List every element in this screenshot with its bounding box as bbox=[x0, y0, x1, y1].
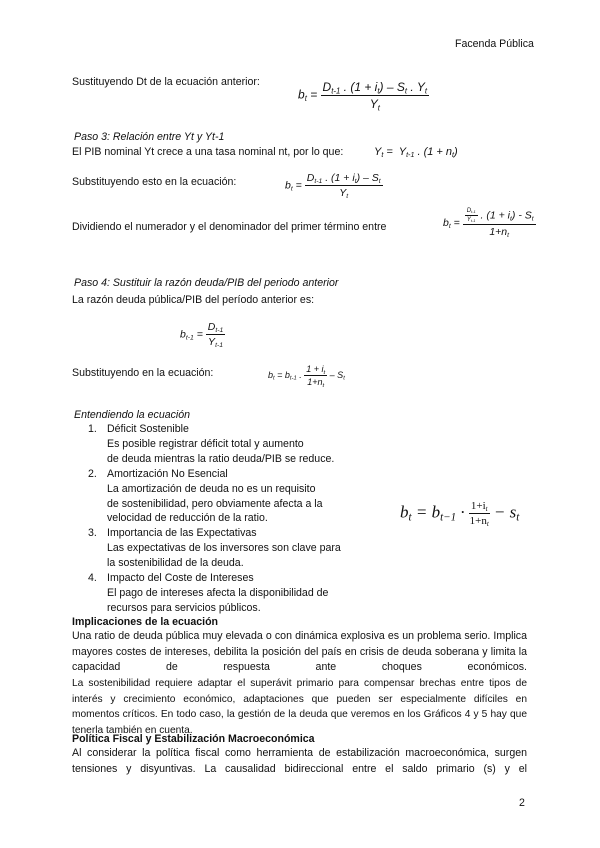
paso4-text: La razón deuda pública/PIB del período anterior es: bbox=[72, 294, 315, 306]
implicaciones-p2: La sostenibilidad requiere adaptar el superávit primario para compensar brechas entre tipos de interés y crecimiento económico, adaptaciones que pueden ser especialmente difíciles en momentos críticos. En todo caso, la gestión de la deuda que veremos en los Gráficos 4 y 5 hay que tenerla también en cuenta. bbox=[72, 678, 527, 736]
subst2-text: Substituyendo en la ecuación: bbox=[72, 367, 214, 379]
divide-text: Dividiendo el numerador y el denominador del primer término entre bbox=[72, 221, 387, 233]
page-header bbox=[455, 38, 534, 51]
intro-text: Sustituyendo Dt de la ecuación anterior: bbox=[72, 76, 260, 88]
equation-3: $b_t$ = $\frac{D_{t-1}}{Y_{t-1}}$ . $(1 + i_t) - S_t$ $1+n_t$ bbox=[443, 208, 534, 240]
equation-2: $b_t$ = $\frac{D_{t-1} . (1 + i_t) - S_t}{Y_t}$ bbox=[285, 172, 381, 201]
equation-4: $b_{t-1}$ = $\frac{D_{t-1}}{Y_{t-1}}$ bbox=[180, 321, 224, 350]
paso3-text: El PIB nominal Yt crece a una tasa nominal nt, por lo que: bbox=[72, 146, 344, 158]
list-item: 4. Impacto del Coste de Intereses El pago de intereses afecta la disponibilidad de recursos para servicios públicos. bbox=[88, 572, 329, 614]
paso4-heading: Paso 4: Sustituir la razón deuda/PIB del periodo anterior bbox=[74, 277, 339, 289]
entendiendo-list bbox=[88, 422, 341, 616]
list-item: 1. Déficit Sostenible Es posible registrar déficit total y aumento de deuda mientras la ratio deuda/PIB se reduce. bbox=[88, 423, 335, 465]
equation-5: $b_t = b_{t-1}$ . $\frac{1 + i_t}{1+n_t}$ – $S_t$ bbox=[268, 364, 345, 389]
equation-1: $b_t$ = $\frac{D_{t-1} . (1 + i_t) - S_t . Y_t}{Y_t}$ bbox=[298, 80, 428, 113]
politica-p1: Al considerar la política fiscal como herramienta de estabilización macroeconómica, surgen tensiones y disyuntivas. La causalidad bidireccional entre el saldo primario (s) y el bbox=[72, 747, 527, 775]
list-item: 2. Amortización No Esencial La amortización de deuda no es un requisito de sostenibilidad, pero obviamente afecta a la velocidad de reducción de la ratio. bbox=[88, 467, 323, 525]
implicaciones-p1: Una ratio de deuda pública muy elevada o con dinámica explosiva es un problema serio. Implica mayores costes de intereses, debilita la posición del país en crisis de deuda soberana y limita la capacidad de respuesta ante choques económicos. bbox=[72, 630, 527, 674]
subst1-text: Substituyendo esto en la ecuación: bbox=[72, 176, 237, 188]
list-item: 3. Importancia de las Expectativas Las expectativas de los inversores son clave para la sostenibilidad de la deuda. bbox=[88, 527, 341, 570]
page-number: 2 bbox=[519, 797, 525, 809]
entendiendo-heading: Entendiendo la ecuación bbox=[74, 409, 191, 421]
header-title: Facenda Pública bbox=[455, 38, 534, 50]
implicaciones-heading: Implicaciones de la ecuación bbox=[72, 616, 219, 628]
equation-big: $b_t = b_{t-1}$ · $\frac{1+i_t}{1+n_t}$ − $s_t$ bbox=[400, 500, 520, 529]
equation-growth: $Y_t = Y_{t-1}$ . $(1 + n_t)$ bbox=[374, 146, 458, 160]
politica-heading: Política Fiscal y Estabilización Macroeconómica bbox=[72, 733, 315, 745]
paso3-heading: Paso 3: Relación entre Yt y Yt-1 bbox=[74, 131, 225, 143]
